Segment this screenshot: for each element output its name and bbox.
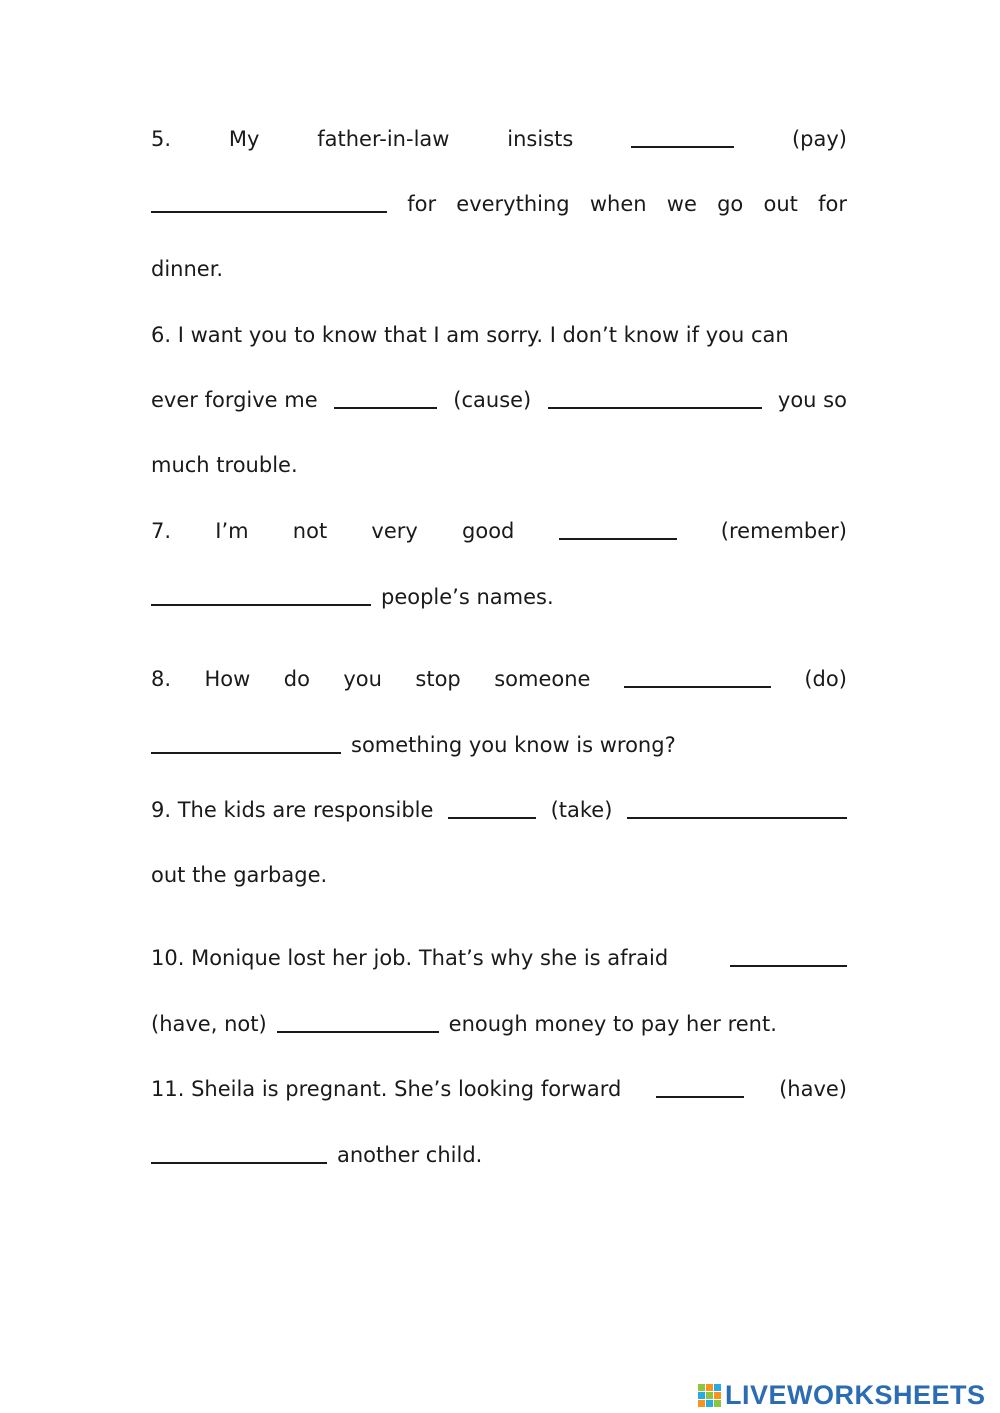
q5-line3: dinner. [151,257,224,281]
q5-number: 5. [151,127,172,151]
q10-verb-blank[interactable] [277,1009,439,1033]
q5-word: father-in-law [317,127,450,151]
q11-verb-blank[interactable] [151,1140,327,1164]
q7-number: 7. [151,519,172,543]
q8-line1 [151,664,847,694]
q11-preposition-blank[interactable] [656,1074,744,1098]
q8-word: you [343,667,382,691]
q5-word: out [763,192,798,216]
q5-word: My [228,127,260,151]
q10-verb-hint: (have, not) [151,1012,267,1036]
liveworksheets-logo-text: LIVEWORKSHEETS [725,1379,986,1410]
q9-line1 [151,795,847,825]
q10-text: 10. Monique lost her job. That’s why she is afraid [151,946,669,970]
q5-word: insists [507,127,574,151]
q7-preposition-blank[interactable] [559,516,677,540]
liveworksheets-logo[interactable] [698,1379,986,1411]
q5-word: everything [456,192,570,216]
q7-word: good [462,519,515,543]
q11-text: another child. [337,1143,483,1167]
q10-line1 [151,943,847,973]
q10-preposition-blank[interactable] [730,943,847,967]
q7-verb-blank[interactable] [151,582,371,606]
q8-preposition-blank[interactable] [624,664,771,688]
q9-verb-blank[interactable] [627,795,847,819]
q9-preposition-blank[interactable] [448,795,536,819]
q8-number: 8. [151,667,172,691]
q9-verb-hint: (take) [550,798,613,822]
q5-line1 [151,124,847,154]
q5-line2 [151,189,847,219]
liveworksheets-logo-icon [698,1384,721,1407]
q5-word: we [666,192,697,216]
q6-verb-hint: (cause) [453,388,532,412]
q9-text: 9. The kids are responsible [151,798,434,822]
q7-verb-hint: (remember) [720,519,847,543]
q6-verb-blank[interactable] [548,385,762,409]
q8-verb-blank[interactable] [151,730,341,754]
q6-line2 [151,385,847,415]
q6-preposition-blank[interactable] [334,385,437,409]
q11-text: 11. Sheila is pregnant. She’s looking forward [151,1077,622,1101]
q10-text: enough money to pay her rent. [448,1012,777,1036]
q6-text: you so [777,388,847,412]
q8-word: someone [494,667,591,691]
q5-word: when [589,192,647,216]
q8-word: do [283,667,310,691]
q8-verb-hint: (do) [804,667,847,691]
q6-line1: 6. I want you to know that I am sorry. I don’t know if you can [151,323,789,347]
q8-word: stop [415,667,461,691]
q11-line2 [151,1140,847,1170]
q7-word: very [371,519,418,543]
q7-line1 [151,516,847,546]
q5-verb-hint: (pay) [791,127,847,151]
q8-word: How [204,667,251,691]
q5-verb-blank[interactable] [151,189,387,213]
q8-text: something you know is wrong? [351,733,676,757]
q5-word: for [407,192,437,216]
q9-line2: out the garbage. [151,863,328,887]
q7-line2 [151,582,847,612]
q6-text: ever forgive me [151,388,318,412]
q7-word: I’m [215,519,249,543]
q5-preposition-blank[interactable] [631,124,734,148]
q10-line2 [151,1009,847,1039]
q7-text: people’s names. [381,585,554,609]
q11-verb-hint: (have) [779,1077,847,1101]
q7-word: not [292,519,328,543]
q5-word: for [818,192,847,216]
q5-word: go [717,192,744,216]
q6-line3: much trouble. [151,453,298,477]
q11-line1 [151,1074,847,1104]
q8-line2 [151,730,847,760]
